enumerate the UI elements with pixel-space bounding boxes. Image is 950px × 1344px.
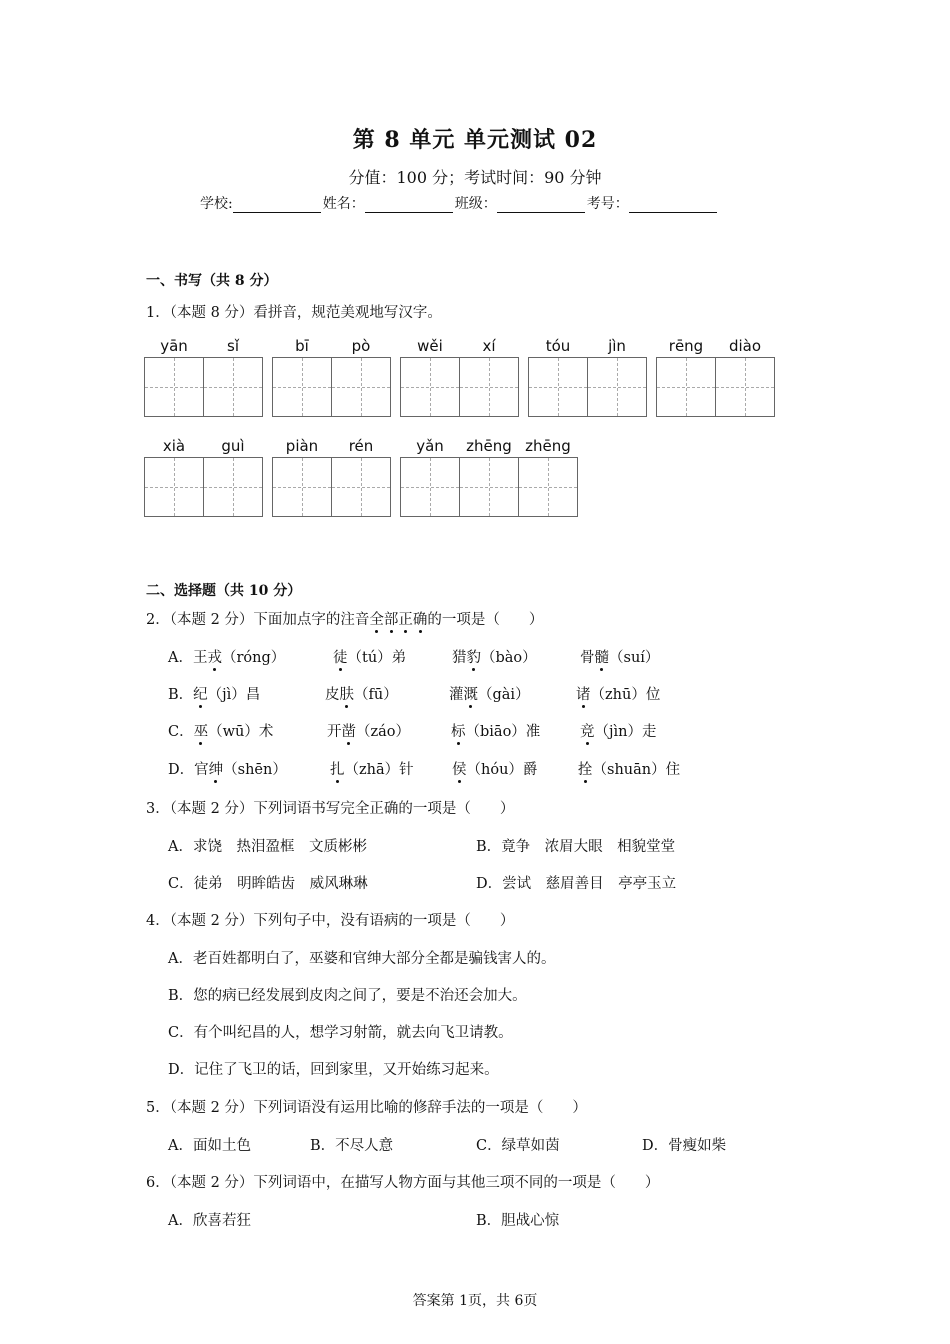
page-footer: 答案第 1页，共 6页 [412,1293,538,1309]
pinyin-label: pò [351,337,371,355]
q5-option-a[interactable]: A．面如土色 [168,1138,251,1154]
writing-box[interactable] [459,457,519,517]
q5-option-b[interactable]: B．不尽人意 [310,1138,394,1154]
q4-option-b[interactable]: B．您的病已经发展到皮肉之间了，要是不治还会加大。 [168,988,527,1004]
exam-info: 分值：100 分；考试时间：90 分钟 [348,168,602,187]
writing-box[interactable] [400,457,460,517]
q2-b-word2: 皮肤（fū） [325,687,398,703]
pinyin-label: jìn [608,337,626,355]
pinyin-label: yān [160,337,188,355]
writing-box[interactable] [459,357,519,417]
writing-box[interactable] [400,357,460,417]
pinyin-label: zhēng [466,437,512,455]
q2-a-word4: 骨髓（suí） [580,650,660,666]
writing-box[interactable] [528,357,588,417]
section-2-heading: 二、选择题（共 10 分） [146,583,302,599]
q2-option-a[interactable]: A．王戎（róng） [168,650,286,666]
writing-box[interactable] [144,357,204,417]
question-5-stem: 5．（本题 2 分）下列词语没有运用比喻的修辞手法的一项是（ ） [146,1100,587,1116]
q2-d-word3: 侯（hóu）爵 [452,762,538,778]
pinyin-label: rén [348,437,374,455]
pinyin-label: piàn [285,437,319,455]
pinyin-label: yǎn [416,437,444,455]
writing-box[interactable] [203,357,263,417]
q5-option-d[interactable]: D．骨瘦如柴 [642,1138,727,1154]
q2-option-b[interactable]: B．纪（jì）昌 [168,687,261,703]
pinyin-label: bī [295,337,309,355]
school-blank[interactable] [233,198,321,213]
writing-box[interactable] [144,457,204,517]
q2-b-word4: 诸（zhū）位 [576,687,661,703]
q2-a-word3: 猎豹（bào） [452,650,537,666]
pinyin-label: zhēng [525,437,571,455]
q2-d-word4: 拴（shuān）住 [578,762,681,778]
pinyin-label: guì [221,437,245,455]
exam-number-blank[interactable] [629,198,717,213]
question-6-stem: 6．（本题 2 分）下列词语中，在描写人物方面与其他三项不同的一项是（ ） [146,1175,660,1191]
student-info-fields [200,193,719,213]
q2-a-word2: 徒（tú）弟 [333,650,407,666]
class-label: 班级： [454,196,497,212]
class-blank[interactable] [497,198,585,213]
section-1-heading: 一、书写（共 8 分） [146,273,278,289]
q2-option-c[interactable]: C．巫（wū）术 [168,724,274,740]
writing-box[interactable] [331,457,391,517]
q4-option-c[interactable]: C．有个叫纪昌的人，想学习射箭，就去向飞卫请教。 [168,1025,513,1041]
q2-b-word3: 灌溉（gài） [449,687,530,703]
q2-option-d[interactable]: D．官绅（shēn） [168,762,287,778]
exam-number-label: 考号： [586,196,629,212]
q3-option-c[interactable]: C．徒弟 明眸皓齿 威风琳琳 [168,876,368,892]
name-label: 姓名： [322,196,365,212]
pinyin-label: xí [482,337,496,355]
question-4-stem: 4．（本题 2 分）下列句子中，没有语病的一项是（ ） [146,913,515,929]
page-title: 第 8 单元 单元测试 02 [352,127,598,153]
question-3-stem: 3．（本题 2 分）下列词语书写完全正确的一项是（ ） [146,801,515,817]
pinyin-label: sǐ [227,337,239,355]
q2-c-word2: 开凿（záo） [327,724,411,740]
writing-box[interactable] [203,457,263,517]
writing-box[interactable] [656,357,716,417]
q2-d-word2: 扎（zhā）针 [330,762,414,778]
writing-box[interactable] [272,457,332,517]
q3-option-a[interactable]: A．求饶 热泪盈框 文质彬彬 [168,839,367,855]
pinyin-label: tóu [545,337,571,355]
q3-option-d[interactable]: D．尝试 慈眉善目 亭亭玉立 [476,876,677,892]
q3-option-b[interactable]: B．竟争 浓眉大眼 相貌堂堂 [476,839,676,855]
writing-box[interactable] [272,357,332,417]
writing-box[interactable] [715,357,775,417]
q6-option-a[interactable]: A．欣喜若狂 [168,1213,251,1229]
writing-box[interactable] [331,357,391,417]
writing-box[interactable] [518,457,578,517]
question-2-stem: 2．（本题 2 分）下面加点字的注音全部正确的一项是（ ） [146,612,544,628]
name-blank[interactable] [365,198,453,213]
pinyin-label: diào [728,337,762,355]
q4-option-a[interactable]: A．老百姓都明白了，巫婆和官绅大部分全都是骗钱害人的。 [168,951,556,967]
q5-option-c[interactable]: C．绿草如茵 [476,1138,560,1154]
pinyin-label: wěi [417,337,443,355]
q4-option-d[interactable]: D．记住了飞卫的话，回到家里，又开始练习起来。 [168,1062,499,1078]
q2-c-word4: 竞（jìn）走 [580,724,657,740]
pinyin-label: xià [162,437,186,455]
q2-c-word3: 标（biāo）准 [451,724,541,740]
writing-box[interactable] [587,357,647,417]
question-1-stem: 1．（本题 8 分）看拼音，规范美观地写汉字。 [146,305,442,321]
pinyin-label: rēng [668,337,704,355]
q6-option-b[interactable]: B．胆战心惊 [476,1213,560,1229]
school-label: 学校: [200,196,233,212]
